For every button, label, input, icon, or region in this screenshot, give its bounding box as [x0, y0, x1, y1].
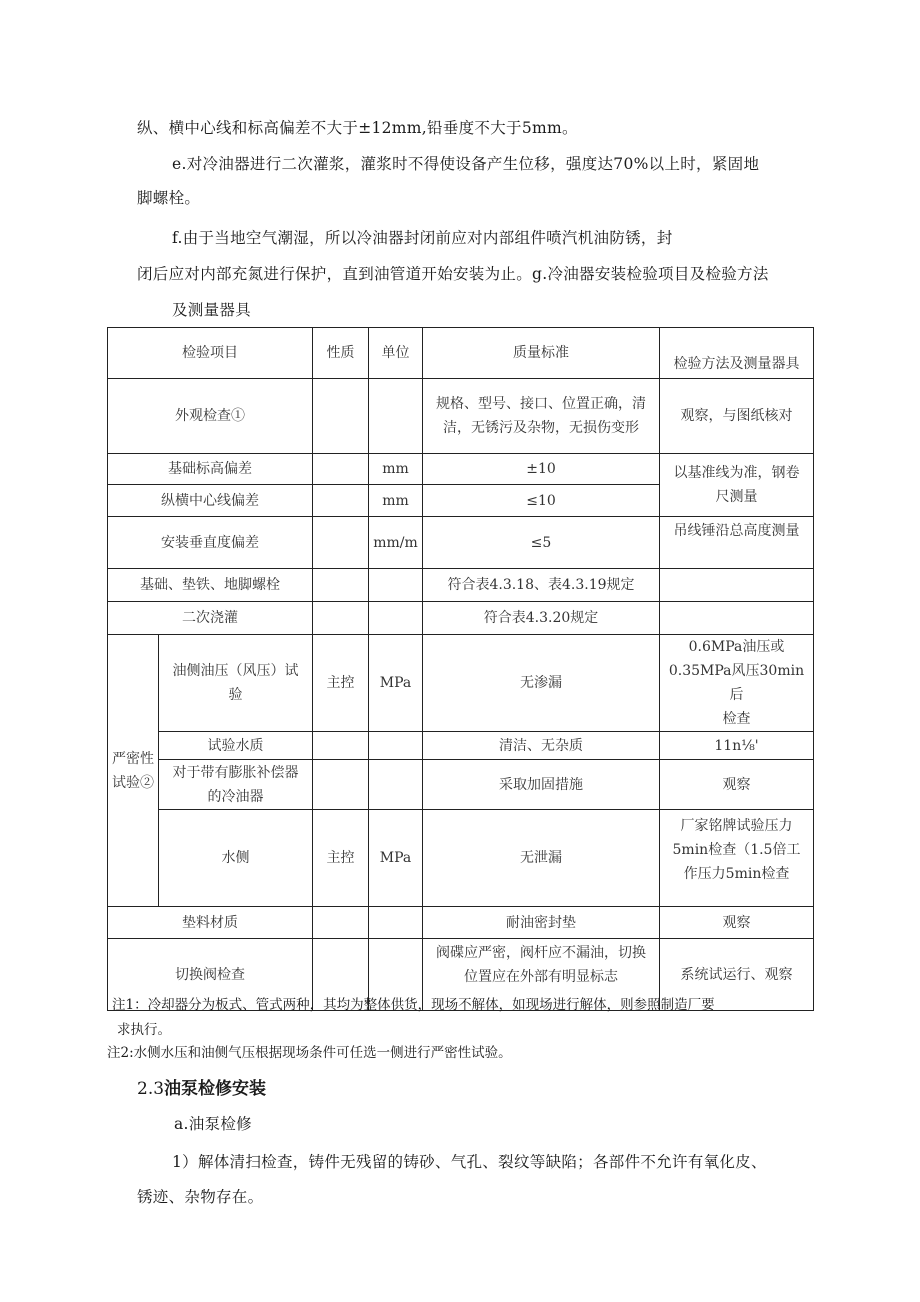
cell-nature — [313, 454, 369, 485]
cell-text-line: 尺测量 — [715, 489, 758, 505]
cell-text-line: 以基准线为准，钢卷 — [673, 465, 800, 481]
cell-unit: MPa — [369, 810, 423, 907]
table-header-row — [108, 328, 814, 379]
cell-method: 吊线锤沿总高度测量 — [660, 517, 814, 569]
table-row — [108, 635, 814, 732]
header-unit: 单位 — [369, 328, 423, 379]
cell-method: 观察 — [660, 760, 814, 810]
subsection-heading: a.油泵检修 — [174, 1115, 252, 1133]
cell-text-line: 规格、型号、接口、位置正确，清 — [436, 396, 646, 412]
header-nature: 性质 — [313, 328, 369, 379]
header-method: 检验方法及测量器具 — [660, 328, 814, 379]
cell-item: 垫料材质 — [108, 907, 313, 939]
table-row — [108, 517, 814, 569]
table-row — [108, 732, 814, 760]
cell-standard: 无泄漏 — [423, 810, 660, 907]
cell-item: 安装垂直度偏差 — [108, 517, 313, 569]
cell-unit — [369, 602, 423, 635]
cell-unit — [369, 760, 423, 810]
cell-nature: 主控 — [313, 810, 369, 907]
cell-method — [660, 602, 814, 635]
cell-unit: mm — [369, 454, 423, 485]
section-title: 油泵检修安装 — [164, 1079, 267, 1099]
cell-standard: 无渗漏 — [423, 635, 660, 732]
group-label-line: 试验② — [112, 774, 154, 791]
cell-item: 外观检查① — [108, 379, 313, 454]
table-row — [108, 810, 814, 907]
cell-standard: 采取加固措施 — [423, 760, 660, 810]
cell-nature — [313, 379, 369, 454]
cell-text-line: 洁，无锈污及杂物，无损伤变形 — [443, 420, 639, 436]
paragraph-line: 脚螺栓。 — [137, 189, 201, 207]
cell-method: 11n⅛' — [660, 732, 814, 760]
note-line: 注2:水侧水压和油侧气压根据现场条件可任选一侧进行严密性试验。 — [107, 1045, 512, 1061]
cell-item: 试验水质 — [159, 732, 313, 760]
cell-method: 系统试运行、观察 — [660, 939, 814, 1011]
cell-unit — [369, 732, 423, 760]
note-line: 求执行。 — [117, 1022, 171, 1038]
cell-text-line: 对于带有膨胀补偿器 — [172, 764, 299, 781]
cell-item — [159, 635, 313, 732]
table-row — [108, 602, 814, 635]
cell-text-line: 作压力5min检查 — [683, 866, 790, 882]
cell-standard: 符合表4.3.20规定 — [423, 602, 660, 635]
cell-method: 观察，与图纸核对 — [660, 379, 814, 454]
cell-standard: ≤10 — [423, 485, 660, 517]
cell-unit: mm/m — [369, 517, 423, 569]
paragraph-line: 锈迹、杂物存在。 — [137, 1188, 264, 1206]
cell-item: 纵横中心线偏差 — [108, 485, 313, 517]
cell-method — [660, 569, 814, 602]
cell-text-line: 验 — [228, 687, 243, 703]
cell-method — [660, 454, 814, 517]
paragraph-line: 纵、横中心线和标高偏差不大于±12mm,铅垂度不大于5mm。 — [137, 119, 578, 137]
inspection-table — [107, 327, 814, 1011]
cell-text-line: 阀碟应严密，阀杆应不漏油，切换 — [436, 945, 646, 961]
cell-text-line: 0.6MPa油压或 — [688, 639, 785, 655]
cell-unit: MPa — [369, 635, 423, 732]
section-number: 2.3 — [137, 1079, 165, 1099]
cell-method — [660, 635, 814, 732]
table-row — [108, 454, 814, 485]
cell-unit — [369, 569, 423, 602]
cell-nature — [313, 517, 369, 569]
cell-method — [660, 810, 814, 907]
header-item: 检验项目 — [108, 328, 313, 379]
cell-text-line: 5min检查（1.5倍工 — [672, 842, 801, 858]
cell-item — [159, 760, 313, 810]
cell-nature — [313, 602, 369, 635]
cell-standard: 符合表4.3.18、表4.3.19规定 — [423, 569, 660, 602]
table-row — [108, 907, 814, 939]
paragraph-line: 闭后应对内部充氮进行保护，直到油管道开始安装为止。g.冷油器安装检验项目及检验方法 — [137, 265, 769, 283]
cell-nature — [313, 907, 369, 939]
cell-text-line: 检查 — [722, 711, 751, 727]
cell-nature — [313, 732, 369, 760]
cell-item: 基础、垫铁、地脚螺栓 — [108, 569, 313, 602]
cell-nature — [313, 760, 369, 810]
cell-standard: ≤5 — [423, 517, 660, 569]
cell-item: 切换阀检查 — [108, 939, 313, 1011]
cell-text-line: 厂家铭牌试验压力 — [680, 818, 793, 834]
cell-item: 基础标高偏差 — [108, 454, 313, 485]
group-label-line: 严密性 — [112, 750, 154, 767]
paragraph-line: f.由于当地空气潮湿，所以冷油器封闭前应对内部组件喷汽机油防锈，封 — [172, 229, 673, 247]
cell-text-line: 的冷油器 — [207, 788, 264, 805]
cell-standard: 耐油密封垫 — [423, 907, 660, 939]
header-standard: 质量标准 — [423, 328, 660, 379]
paragraph-line: 及测量器具 — [172, 301, 252, 319]
cell-item: 二次浇灌 — [108, 602, 313, 635]
cell-unit: mm — [369, 485, 423, 517]
table-row — [108, 569, 814, 602]
paragraph-line: e.对冷油器进行二次灌浆，灌浆时不得使设备产生位移，强度达70%以上时，紧固地 — [172, 155, 760, 173]
cell-standard — [423, 379, 660, 454]
section-heading — [137, 1074, 266, 1099]
cell-standard: 清洁、无杂质 — [423, 732, 660, 760]
cell-nature — [313, 569, 369, 602]
cell-text-line: 0.35MPa风压30min后 — [668, 663, 805, 703]
paragraph-line: 1）解体清扫检查，铸件无残留的铸砂、气孔、裂纹等缺陷；各部件不允许有氧化皮、 — [172, 1153, 767, 1171]
cell-nature — [313, 485, 369, 517]
cell-standard: ±10 — [423, 454, 660, 485]
table-row — [108, 379, 814, 454]
cell-method: 观察 — [660, 907, 814, 939]
note-line: 注1：冷却器分为板式、管式两种，其均为整体供货，现场不解体，如现场进行解体，则参照制造厂要 — [112, 997, 715, 1013]
group-label-cell — [108, 635, 159, 907]
cell-item: 水侧 — [159, 810, 313, 907]
table-row — [108, 760, 814, 810]
cell-unit — [369, 379, 423, 454]
cell-text-line: 位置应在外部有明显标志 — [464, 969, 618, 985]
cell-unit — [369, 907, 423, 939]
cell-nature: 主控 — [313, 635, 369, 732]
cell-text-line: 油侧油压（风压）试 — [172, 663, 299, 679]
